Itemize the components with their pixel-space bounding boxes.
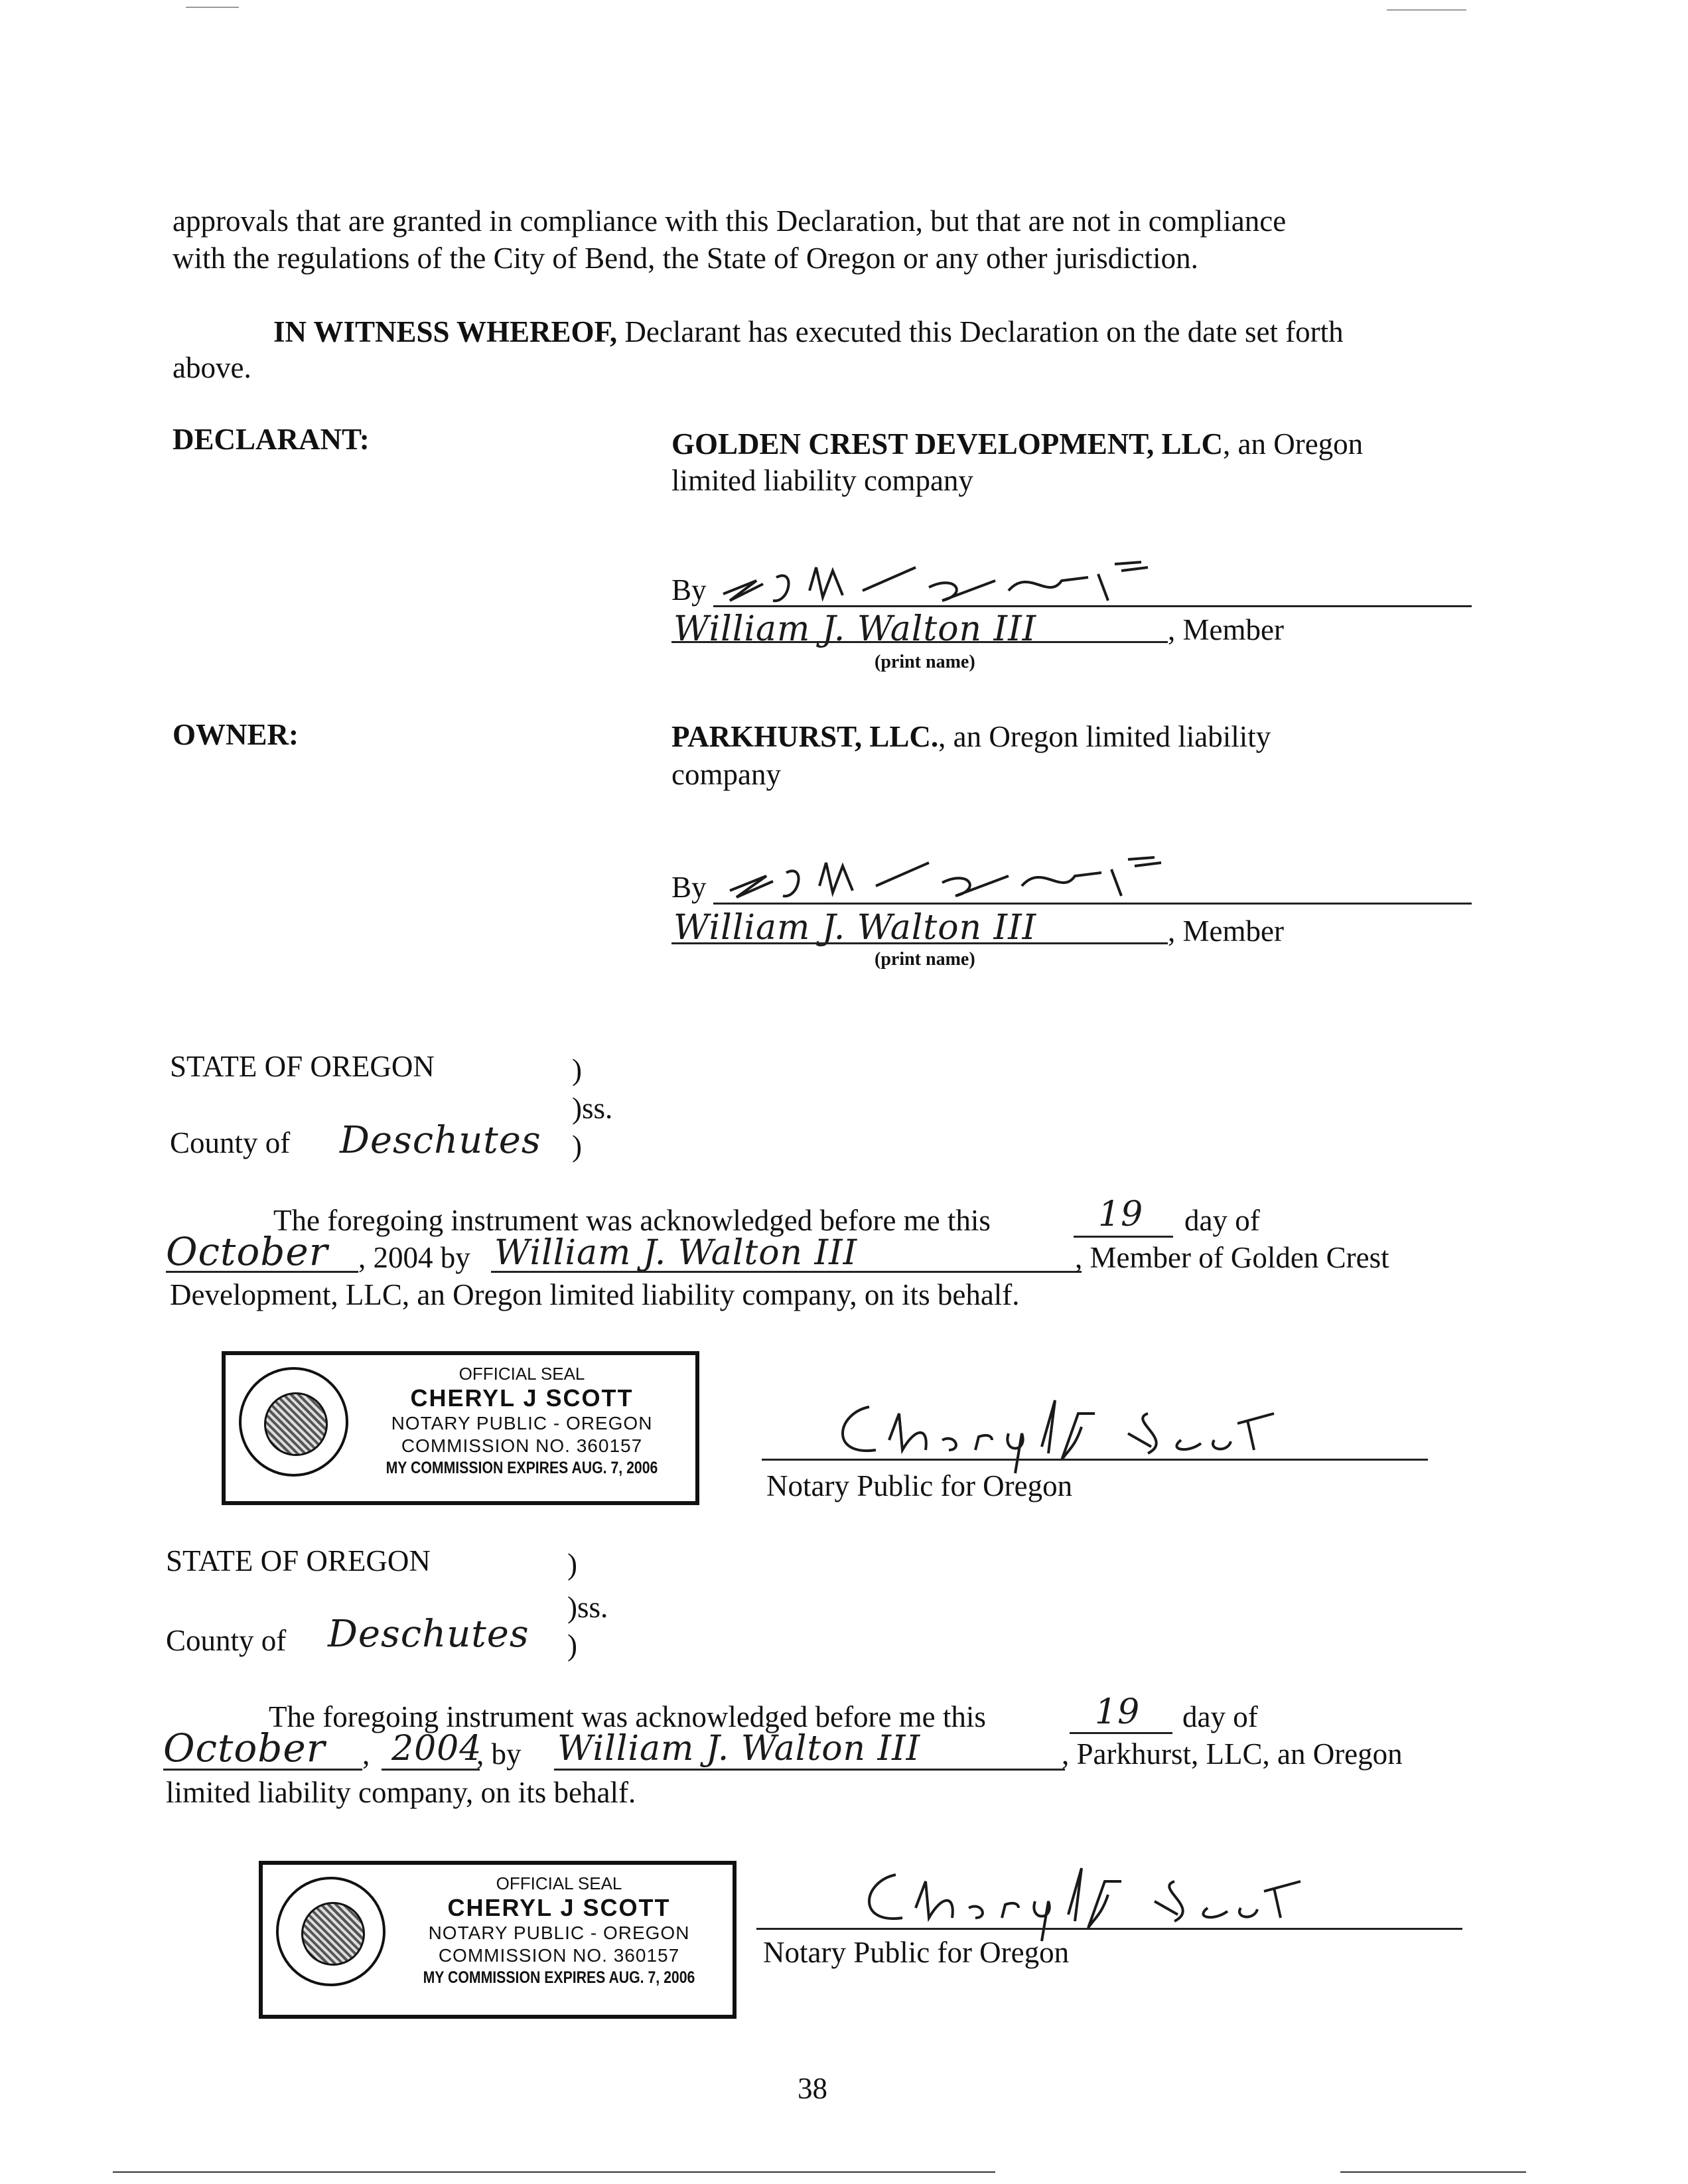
declarant-label: DECLARANT: (173, 423, 370, 456)
owner-role: , Member (1168, 914, 1284, 948)
owner-company: PARKHURST, LLC. (671, 720, 939, 753)
seal-line-2: CHERYL J SCOTT (447, 1894, 671, 1921)
owner-company-line-2: company (671, 758, 781, 791)
notary1-ack-intro: The foregoing instrument was acknowledged before me this (273, 1204, 991, 1237)
notary2-day-of: day of (1182, 1700, 1258, 1733)
owner-signature (717, 849, 1194, 912)
owner-company-line-1 (671, 719, 1271, 755)
notary2-seal-text (392, 1873, 726, 1988)
notary1-seal (222, 1351, 699, 1505)
notary2-paren-bottom: ) (567, 1629, 577, 1662)
declarant-by: By (671, 573, 707, 607)
notary2-month-line (163, 1769, 362, 1771)
notary2-month: October (163, 1725, 326, 1771)
notary2-ack-line-3: limited liability company, on its behalf. (166, 1776, 636, 1809)
notary2-name: William J. Walton III (557, 1729, 921, 1769)
declarant-company-suffix: , an Oregon (1222, 427, 1364, 461)
seal-line-2: CHERYL J SCOTT (410, 1384, 634, 1412)
witness-line-2: above. (173, 351, 251, 384)
owner-label: OWNER: (173, 718, 299, 751)
notary2-day: 19 (1095, 1692, 1141, 1732)
declarant-print-name-caption: (print name) (875, 652, 975, 672)
notary1-month: October (166, 1229, 328, 1274)
notary1-name-line (491, 1271, 1082, 1273)
seal-line-4: COMMISSION NO. 360157 (438, 1945, 680, 1966)
notary2-day-line (1070, 1732, 1172, 1734)
scan-artifact (1340, 2171, 1526, 2173)
seal-line-5: MY COMMISSION EXPIRES AUG. 7, 2006 (423, 1968, 695, 1987)
notary2-comma: , (362, 1737, 370, 1771)
witness-rest: Declarant has executed this Declaration on the date set forth (617, 315, 1344, 348)
notary2-year-line (382, 1769, 480, 1771)
body-line-1: approvals that are granted in compliance with this Declaration, but that are not in compliance (173, 204, 1287, 238)
seal-line-1: OFFICIAL SEAL (458, 1364, 585, 1384)
notary1-state: STATE OF OREGON (170, 1050, 435, 1083)
seal-line-5: MY COMMISSION EXPIRES AUG. 7, 2006 (386, 1459, 658, 1477)
notary1-day-of: day of (1184, 1204, 1260, 1237)
owner-print-name-caption: (print name) (875, 949, 975, 970)
owner-by: By (671, 871, 707, 904)
declarant-role: , Member (1168, 613, 1284, 646)
notary1-ack-tail: , Member of Golden Crest (1075, 1241, 1389, 1274)
notary1-day: 19 (1098, 1195, 1144, 1234)
notary1-signature-line (762, 1459, 1428, 1461)
scan-artifact (186, 7, 239, 8)
notary1-ack-line-3: Development, LLC, an Oregon limited liability company, on its behalf. (170, 1278, 1020, 1311)
notary2-county-label: County of (166, 1624, 287, 1657)
owner-company-suffix: , an Oregon limited liability (938, 720, 1271, 753)
seal-line-3: NOTARY PUBLIC - OREGON (391, 1413, 653, 1433)
notary1-paren-top: ) (572, 1053, 582, 1086)
declarant-company: GOLDEN CREST DEVELOPMENT, LLC (671, 427, 1223, 461)
oregon-seal-emblem-icon (276, 1877, 386, 1986)
notary1-signature (816, 1387, 1294, 1470)
scan-artifact (113, 2171, 995, 2173)
declarant-print-name-line (671, 641, 1168, 643)
notary2-ss: )ss. (567, 1591, 608, 1624)
declarant-company-line-1 (671, 426, 1363, 462)
notary1-county: Deschutes (340, 1119, 541, 1162)
declarant-company-line-2: limited liability company (671, 464, 973, 497)
declarant-signature (717, 554, 1181, 617)
page-number: 38 (798, 2072, 827, 2105)
notary2-year: 2004 (391, 1729, 482, 1769)
notary1-paren-bottom: ) (572, 1129, 582, 1163)
notary1-year-text: , 2004 by (358, 1241, 470, 1274)
oregon-seal-emblem-icon (239, 1367, 348, 1477)
notary2-ack-tail: , Parkhurst, LLC, an Oregon (1062, 1737, 1403, 1771)
seal-line-4: COMMISSION NO. 360157 (401, 1435, 643, 1456)
seal-line-1: OFFICIAL SEAL (496, 1873, 622, 1893)
notary1-seal-text (355, 1363, 689, 1479)
seal-line-3: NOTARY PUBLIC - OREGON (428, 1923, 690, 1943)
notary1-ss: )ss. (572, 1092, 613, 1125)
scan-artifact (1387, 9, 1466, 11)
notary2-county: Deschutes (328, 1613, 529, 1656)
notary2-paren-top: ) (567, 1548, 577, 1581)
witness-lead: IN WITNESS WHEREOF, (273, 315, 618, 348)
notary1-caption: Notary Public for Oregon (766, 1469, 1073, 1502)
notary2-signature-line (756, 1928, 1462, 1930)
notary1-county-label: County of (170, 1126, 291, 1159)
owner-printed-name: William J. Walton III (673, 908, 1037, 948)
body-line-2: with the regulations of the City of Bend, the State of Oregon or any other jurisdiction. (173, 242, 1198, 275)
notary2-signature (843, 1855, 1320, 1938)
witness-line-1 (273, 314, 1344, 350)
notary1-month-line (166, 1271, 358, 1273)
notary2-ack-intro: The foregoing instrument was acknowledged before me this (269, 1700, 986, 1733)
notary1-name: William J. Walton III (494, 1233, 858, 1273)
notary2-name-line (554, 1769, 1065, 1771)
declarant-printed-name: William J. Walton III (673, 609, 1037, 649)
notary1-day-line (1074, 1236, 1173, 1238)
notary2-seal (259, 1861, 737, 2019)
notary2-state: STATE OF OREGON (166, 1544, 431, 1577)
notary2-by: , by (476, 1737, 522, 1771)
owner-print-name-line (671, 942, 1168, 944)
notary2-caption: Notary Public for Oregon (763, 1936, 1070, 1969)
